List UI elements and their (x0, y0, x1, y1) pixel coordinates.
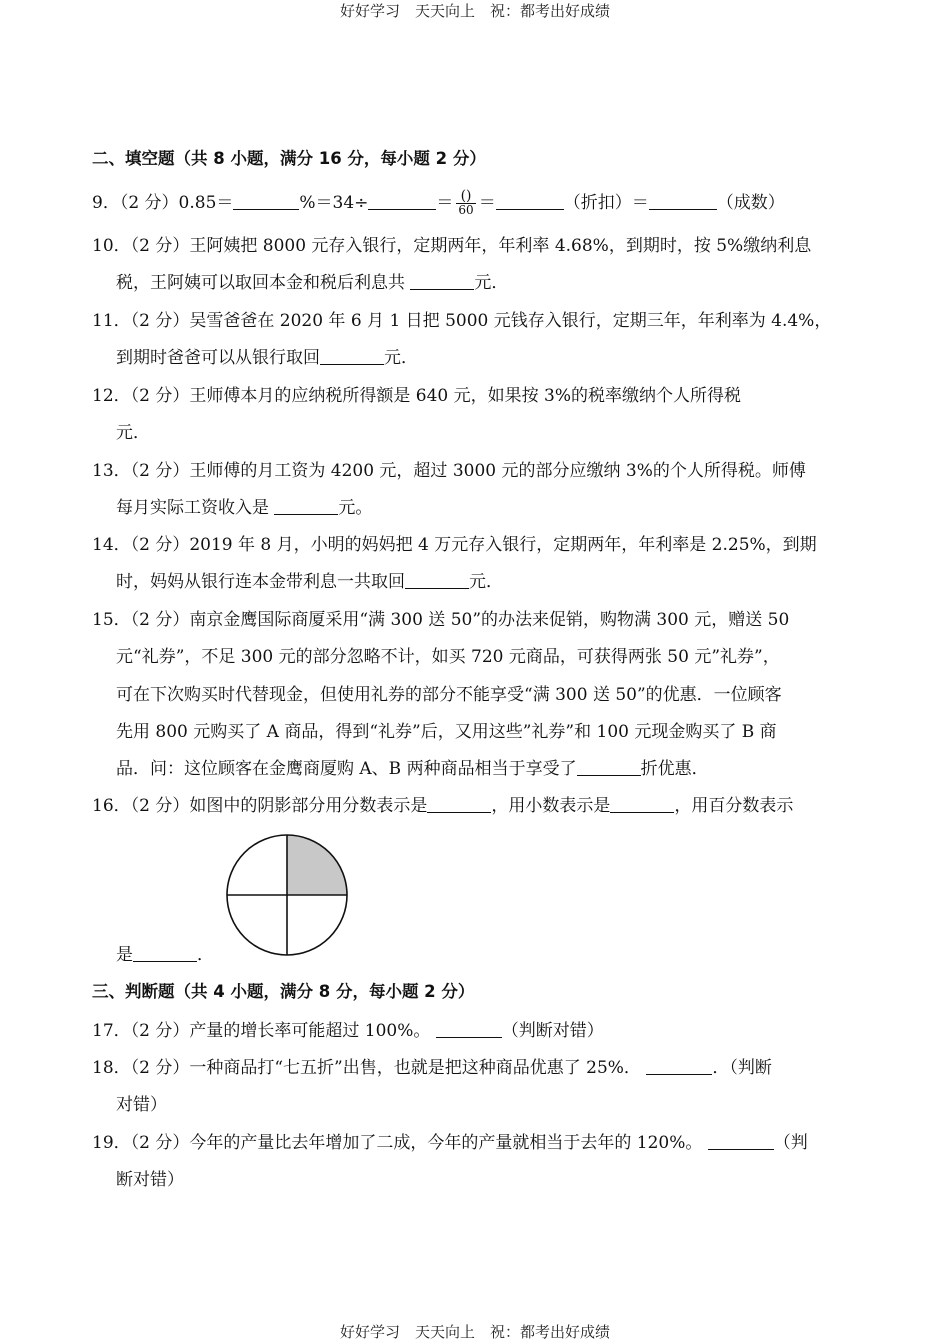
q11-blank[interactable] (320, 347, 384, 365)
q15-line-3: 可在下次购买时代替现金，但使用礼券的部分不能享受“满 300 送 50”的优惠．一位顾客 (116, 685, 782, 705)
q18-blank[interactable] (646, 1057, 712, 1075)
q19-line-1 (92, 1128, 808, 1153)
q9-blank-1[interactable] (233, 192, 299, 210)
q12-line-2: 元． (116, 423, 150, 443)
section-title-fill-blank: 二、填空题（共 8 小题，满分 16 分，每小题 2 分） (92, 149, 486, 168)
q16-line-1 (92, 791, 793, 816)
q9-mid2: （折扣）＝ (563, 193, 649, 213)
q10-blank[interactable] (410, 272, 474, 290)
q16-blank-1[interactable] (427, 795, 491, 813)
question-17 (92, 1016, 604, 1041)
q15-line-4: 先用 800 元购买了 A 商品，得到“礼券”后，又用这些”礼券”和 100 元现金购买了 B 商 (116, 722, 777, 742)
q15-blank[interactable] (577, 758, 641, 776)
q11-line-2-text: 到期时爸爸可以从银行取回 (116, 348, 320, 368)
q10-line-1: 10．（2 分）王阿姨把 8000 元存入银行，定期两年，年利率 4.68%，到期时，按 5%缴纳利息 (92, 236, 812, 256)
q19-blank[interactable] (708, 1132, 774, 1150)
q18-line-2: 对错） (116, 1095, 167, 1115)
q13-blank[interactable] (274, 497, 338, 515)
q18-text: 18．（2 分）一种商品打“七五折”出售，也就是把这种商品优惠了 25%． (92, 1058, 647, 1078)
q14-line-2-end: 元． (469, 572, 503, 592)
page-header: 好好学习 天天向上 祝：都考出好成绩 (339, 2, 610, 20)
q12-line-1: 12．（2 分）王师傅本月的应纳税所得额是 640 元，如果按 3%的税率缴纳个人所得税 (92, 386, 741, 406)
q17-end: （判断对错） (501, 1021, 604, 1041)
q15-line-1: 15．（2 分）南京金鹰国际商厦采用“满 300 送 50”的办法来促销，购物满 300 元，赠送 50 (92, 610, 790, 630)
q15-line-2: 元“礼券”，不足 300 元的部分忽略不计，如买 720 元商品，可获得两张 50 元”礼券”， (116, 647, 780, 667)
q9-mid1: %＝34÷ (299, 193, 369, 213)
q13-line-1: 13．（2 分）王师傅的月工资为 4200 元，超过 3000 元的部分应缴纳 3%的个人所得税。师傅 (92, 461, 806, 481)
q14-line-2 (116, 567, 503, 592)
q9-suffix: （成数） (716, 193, 785, 213)
section-title-true-false: 三、判断题（共 4 小题，满分 8 分，每小题 2 分） (92, 982, 475, 1001)
q16-blank-2[interactable] (610, 795, 674, 813)
q10-line-2 (116, 268, 508, 293)
q17-text: 17．（2 分）产量的增长率可能超过 100%。 (92, 1021, 436, 1041)
q15-line-5-end: 折优惠． (640, 759, 709, 779)
q19-text: 19．（2 分）今年的产量比去年增加了二成，今年的产量就相当于去年的 120%。 (92, 1133, 708, 1153)
quartered-circle-figure (225, 833, 349, 957)
q16-line-1-mid: ，用小数表示是 (491, 796, 611, 816)
q9-blank-3[interactable] (496, 192, 564, 210)
q18-line-1 (92, 1053, 772, 1078)
q9-eq2: ＝ (478, 193, 496, 213)
q18-end: ．（判断 (712, 1058, 772, 1078)
q14-blank[interactable] (405, 571, 469, 589)
q13-line-2-text: 每月实际工资收入是 (116, 498, 275, 518)
q16-line-2-end: ． (197, 945, 214, 965)
q14-line-2-text: 时，妈妈从银行连本金带利息一共取回 (116, 572, 405, 592)
q13-line-2 (116, 493, 372, 518)
q9-fraction-denominator: 60 (458, 203, 474, 217)
q10-line-2-text: 税，王阿姨可以取回本金和税后利息共 (116, 273, 411, 293)
q9-eq1: ＝ (436, 193, 454, 213)
q9-fraction (456, 190, 475, 217)
page-footer: 好好学习 天天向上 祝：都考出好成绩 (339, 1323, 610, 1341)
q19-end: （判 (773, 1133, 808, 1153)
q16-blank-3[interactable] (133, 944, 197, 962)
q14-line-1: 14．（2 分）2019 年 8 月，小明的妈妈把 4 万元存入银行，定期两年，年利率是 2.25%，到期 (92, 535, 817, 555)
question-9 (92, 188, 785, 217)
q15-line-5 (116, 754, 709, 779)
q11-line-2-end: 元． (384, 348, 418, 368)
q11-line-2 (116, 343, 418, 368)
q16-line-2 (116, 940, 214, 965)
q16-line-1-end: ，用百分数表示 (674, 796, 794, 816)
q16-line-2-text: 是 (116, 945, 133, 965)
q17-blank[interactable] (436, 1020, 502, 1038)
q13-line-2-end: 元。 (338, 498, 373, 518)
q9-prefix: 9．（2 分）0.85＝ (92, 193, 234, 213)
shaded-quarter (287, 835, 347, 895)
q9-blank-4[interactable] (649, 192, 717, 210)
q9-fraction-numerator[interactable]: () (456, 190, 475, 204)
q11-line-1: 11．（2 分）吴雪爸爸在 2020 年 6 月 1 日把 5000 元钱存入银行，定期三年，年利率为 4.4%， (92, 311, 832, 331)
q15-line-5-text: 品．问：这位顾客在金鹰商厦购 A、B 两种商品相当于享受了 (116, 759, 577, 779)
q10-line-2-end: 元． (474, 273, 509, 293)
q9-blank-2[interactable] (368, 192, 436, 210)
q16-line-1-text: 16．（2 分）如图中的阴影部分用分数表示是 (92, 796, 428, 816)
q19-line-2: 断对错） (116, 1170, 184, 1190)
